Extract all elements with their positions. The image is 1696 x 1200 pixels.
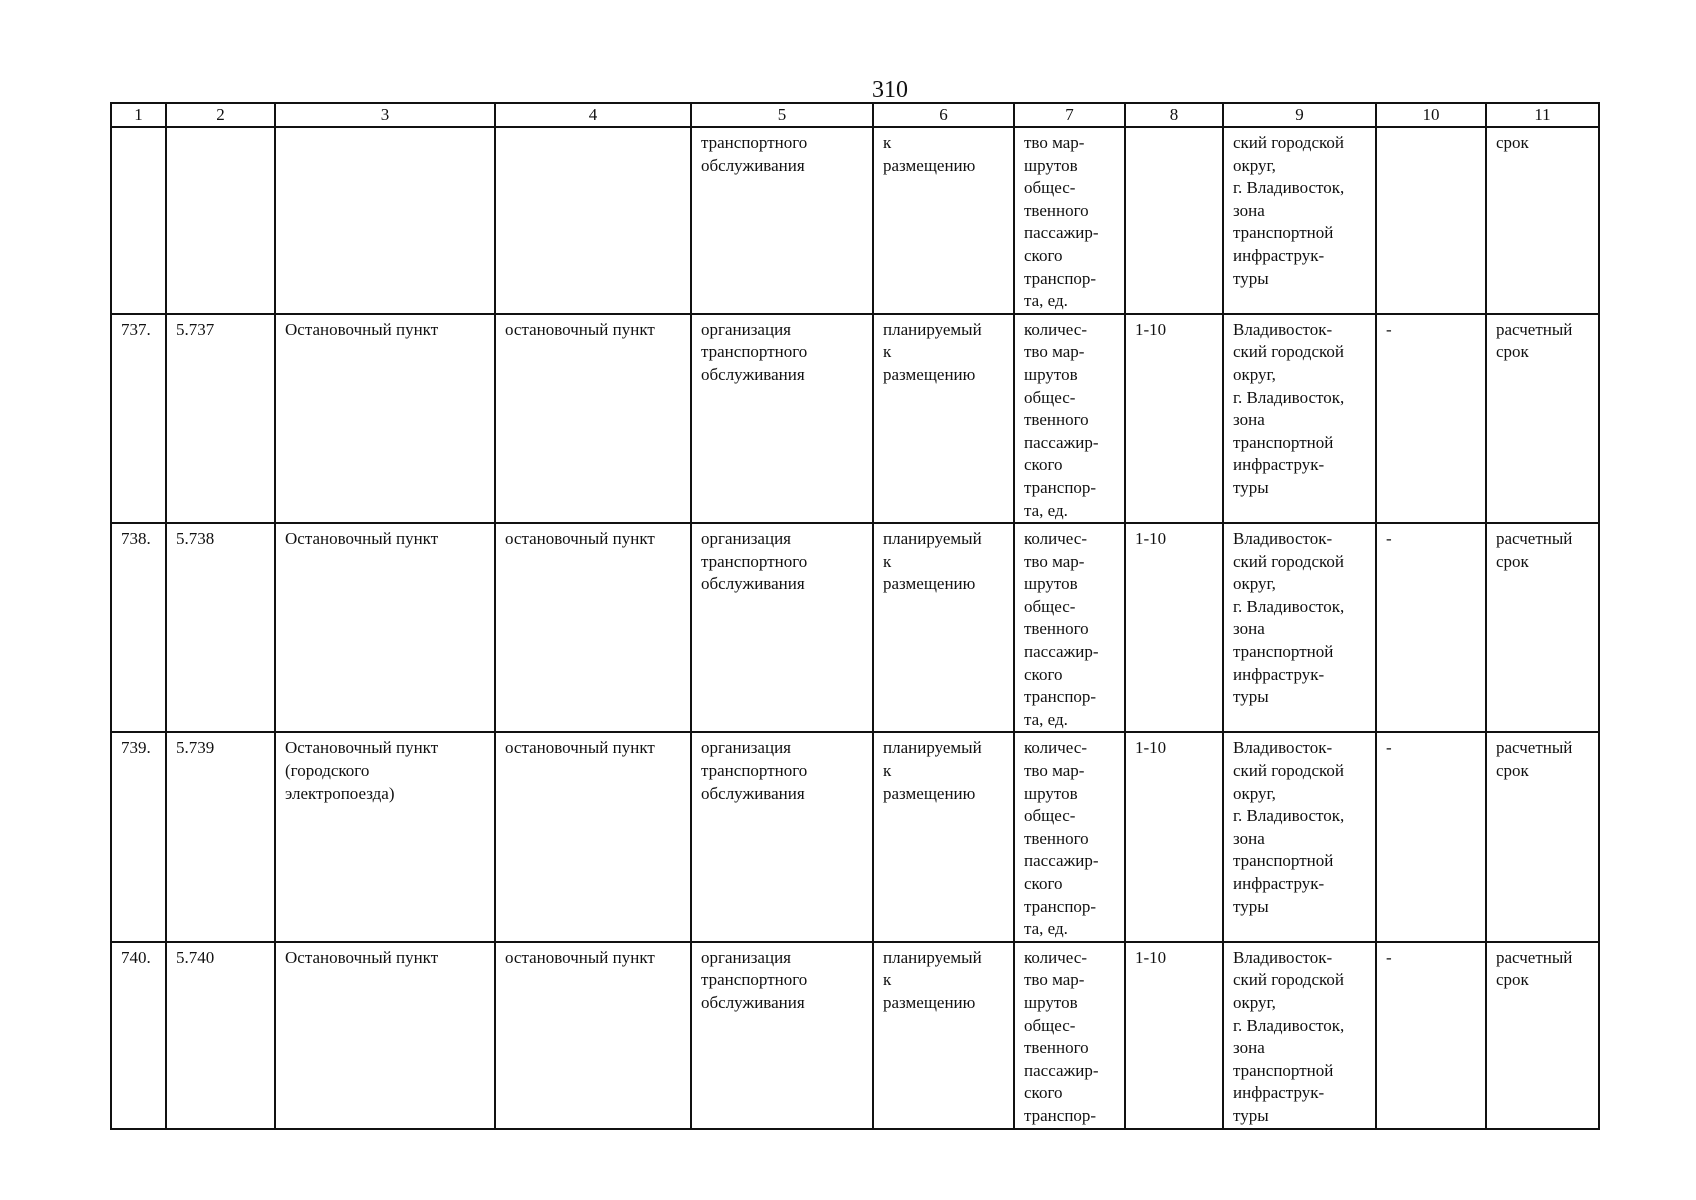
cell-col10: - [1376, 732, 1486, 941]
cell-type: остановочный пункт [495, 942, 691, 1129]
table-row [111, 523, 1599, 732]
cell-term: срок [1486, 127, 1599, 314]
cell-col10: - [1376, 314, 1486, 523]
cell-term: расчетный срок [1486, 942, 1599, 1129]
cell-purpose: транспортного обслуживания [691, 127, 873, 314]
cell-num: 737. [111, 314, 166, 523]
cell-characteristic: тво мар- шрутов общес- твенного пассажир- ского транспор- та, ед. [1014, 127, 1125, 314]
cell-num [111, 127, 166, 314]
cell-col10 [1376, 127, 1486, 314]
cell-value: 1-10 [1125, 732, 1223, 941]
cell-value [1125, 127, 1223, 314]
cell-term: расчетный срок [1486, 732, 1599, 941]
cell-characteristic: количес- тво мар- шрутов общес- твенного пассажир- ского транспор- та, ед. [1014, 523, 1125, 732]
column-header: 1 [111, 103, 166, 127]
column-header: 4 [495, 103, 691, 127]
cell-status: к размещению [873, 127, 1014, 314]
column-header: 10 [1376, 103, 1486, 127]
cell-location: Владивосток- ский городской округ, г. Владивосток, зона транспортной инфраструк- туры [1223, 523, 1376, 732]
cell-col10: - [1376, 942, 1486, 1129]
column-header: 7 [1014, 103, 1125, 127]
cell-num: 738. [111, 523, 166, 732]
column-header: 8 [1125, 103, 1223, 127]
cell-characteristic: количес- тво мар- шрутов общес- твенного пассажир- ского транспор- та, ед. [1014, 314, 1125, 523]
column-header: 5 [691, 103, 873, 127]
cell-type: остановочный пункт [495, 523, 691, 732]
cell-num: 739. [111, 732, 166, 941]
cell-purpose: организация транспортного обслуживания [691, 314, 873, 523]
cell-name: Остановочный пункт (городского электропоезда) [275, 732, 495, 941]
cell-value: 1-10 [1125, 523, 1223, 732]
cell-value: 1-10 [1125, 314, 1223, 523]
cell-value: 1-10 [1125, 942, 1223, 1129]
cell-code: 5.740 [166, 942, 275, 1129]
cell-characteristic: количес- тво мар- шрутов общес- твенного пассажир- ского транспор- та, ед. [1014, 732, 1125, 941]
column-header: 6 [873, 103, 1014, 127]
table-row [111, 942, 1599, 1129]
cell-term: расчетный срок [1486, 314, 1599, 523]
column-header: 2 [166, 103, 275, 127]
cell-code [166, 127, 275, 314]
cell-status: планируемый к размещению [873, 942, 1014, 1129]
registry-table [110, 102, 1600, 1130]
cell-type: остановочный пункт [495, 314, 691, 523]
cell-name [275, 127, 495, 314]
page-number: 310 [872, 77, 908, 103]
cell-name: Остановочный пункт [275, 942, 495, 1129]
table-row [111, 732, 1599, 941]
cell-type [495, 127, 691, 314]
cell-name: Остановочный пункт [275, 523, 495, 732]
column-header: 3 [275, 103, 495, 127]
cell-location: Владивосток- ский городской округ, г. Владивосток, зона транспортной инфраструк- туры [1223, 314, 1376, 523]
cell-location: ский городской округ, г. Владивосток, зона транспортной инфраструк- туры [1223, 127, 1376, 314]
cell-code: 5.739 [166, 732, 275, 941]
cell-location: Владивосток- ский городской округ, г. Владивосток, зона транспортной инфраструк- туры [1223, 942, 1376, 1129]
cell-type: остановочный пункт [495, 732, 691, 941]
cell-purpose: организация транспортного обслуживания [691, 732, 873, 941]
cell-code: 5.737 [166, 314, 275, 523]
header-row [111, 103, 1599, 127]
cell-code: 5.738 [166, 523, 275, 732]
cell-purpose: организация транспортного обслуживания [691, 942, 873, 1129]
cell-name: Остановочный пункт [275, 314, 495, 523]
cell-num: 740. [111, 942, 166, 1129]
column-header: 9 [1223, 103, 1376, 127]
cell-status: планируемый к размещению [873, 314, 1014, 523]
cell-purpose: организация транспортного обслуживания [691, 523, 873, 732]
table-row [111, 314, 1599, 523]
cell-location: Владивосток- ский городской округ, г. Владивосток, зона транспортной инфраструк- туры [1223, 732, 1376, 941]
cell-status: планируемый к размещению [873, 732, 1014, 941]
column-header: 11 [1486, 103, 1599, 127]
cell-characteristic: количес- тво мар- шрутов общес- твенного пассажир- ского транспор- [1014, 942, 1125, 1129]
continuation-row [111, 127, 1599, 314]
cell-status: планируемый к размещению [873, 523, 1014, 732]
cell-col10: - [1376, 523, 1486, 732]
cell-term: расчетный срок [1486, 523, 1599, 732]
